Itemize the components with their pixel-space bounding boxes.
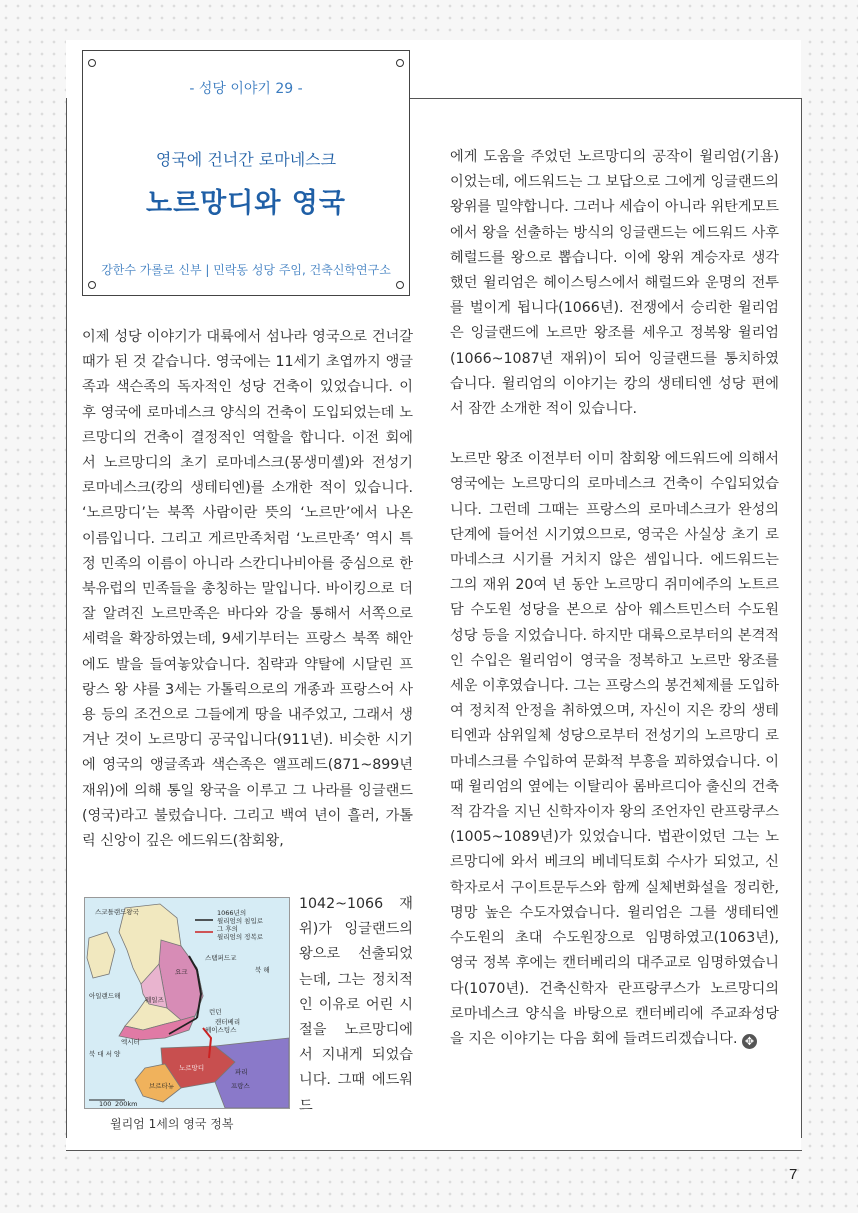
map-label: 엑시터 <box>121 1038 140 1046</box>
series-label: - 성당 이야기 29 - <box>189 81 303 97</box>
map-label: 노르망디 <box>179 1064 205 1072</box>
map-label: 프랑스 <box>231 1082 250 1090</box>
top-rule <box>410 98 802 99</box>
map-label: 스코틀랜드왕국 <box>95 908 139 916</box>
corner-dot <box>396 59 404 67</box>
right-rule <box>801 98 802 1138</box>
map-label: 아일랜드해 <box>89 992 121 1000</box>
article-title: 노르망디와 영국 <box>146 188 346 219</box>
paragraph: 에게 도움을 주었던 노르망디의 공작이 윌리엄(기욤)이었는데, 에드워드는 그 보답으로 그에게 잉글랜드의 왕위를 밀약합니다. 그러나 세습이 아니라 위탄게모트에서 왕을 선출하는 방식의 잉글랜드는 에드워드 사후 헤럴드를 왕으로 뽑습니다. 이에 왕위 계승자로 생각했던 윌리엄은 헤이스팅스에서 해럴드와 운명의 전투를 벌이게 됩니다(1066년). 전쟁에서 승리한 윌리엄은 잉글랜드에 노르만 왕조를 세우고 정복왕 윌리엄(1066~1087년 재위)이 되어 잉글랜드를 통치하였습니다. 윌리엄의 이야기는 캉의 생테티엔 성당 편에서 잠깐 소개한 적이 있습니다. <box>450 149 779 418</box>
paragraph: 이제 성당 이야기가 대륙에서 섬나라 영국으로 건너갈 때가 된 것 같습니다. 영국에는 11세기 초엽까지 앵글족과 색슨족의 독자적인 성당 건축이 있었습니다. 이후 영국에 로마네스크 양식의 건축이 도입되었는데 노르망디의 건축이 결정적인 역할을 합니다. 이전 회에서 노르망디의 초기 로마네스크(몽생미셸)와 전성기 로마네스크(캉의 생테티엔)를 소개한 적이 있습니다. ‘노르망디’는 북쪽 사람이란 뜻의 ‘노르만’에서 나온 이름입니다. 그리고 게르만족처럼 ‘노르만족’ 역시 특정 민족의 이름이 아니라 스칸디나비아를 중심으로 한 북유럽의 민족들을 총칭하는 말입니다. 바이킹으로 더 잘 알려진 노르만족은 바다와 강을 통해서 서쪽으로 세력을 확장하였는데, 9세기부터는 프랑스 북쪽 해안에도 발을 들여놓았습니다. 침략과 약탈에 시달린 프랑스 왕 샤를 3세는 가톨릭으로의 개종과 프랑스어 사용 등의 조건으로 그들에게 땅을 내주었고, 그래서 생겨난 것이 노르망디 공국입니다(911년). 비슷한 시기에 영국의 앵글족과 색슨족은 앨프레드(871~899년 재위)에 의해 통일 왕국을 이루고 그 나라를 잉글랜드(영국)라고 불렀습니다. 그리고 백여 년이 흘러, 가톨릭 신앙이 깊은 에드워드(참회왕, <box>82 329 413 850</box>
paragraph <box>450 447 779 1052</box>
left-column-wrap <box>299 892 413 1119</box>
map-label: 윌리엄의 정복로 <box>217 933 264 941</box>
map-label: 브르타뉴 <box>149 1082 175 1090</box>
end-mark-icon: ✥ <box>742 1034 757 1049</box>
bottom-rule <box>66 1150 802 1151</box>
map-label: 요크 <box>175 968 188 976</box>
paragraph: 1042~1066 재위)가 잉글랜드의 왕으로 선출되었는데, 그는 정치적인 이유로 어린 시절을 노르망디에서 지내게 되었습니다. 그때 에드워드 <box>299 896 413 1114</box>
article-subtitle: 영국에 건너간 로마네스크 <box>155 150 337 169</box>
map-label: 파리 <box>235 1068 248 1076</box>
map-label: 1066년의 <box>217 909 247 917</box>
map-label: 200km <box>115 1100 138 1108</box>
left-column-main <box>82 325 413 854</box>
map-label: 북 해 <box>255 966 270 974</box>
corner-dot <box>88 281 96 289</box>
title-box <box>82 50 410 296</box>
page-number: 7 <box>789 1166 798 1183</box>
map-svg <box>85 898 289 1108</box>
figure-caption: 윌리엄 1세의 영국 정복 <box>110 1117 234 1131</box>
author-line: 강한수 가롤로 신부 | 민락동 성당 주임, 건축신학연구소 <box>101 263 391 277</box>
map-label: 100 <box>99 1100 112 1108</box>
map-label: 헤이스팅스 <box>205 1026 237 1034</box>
map-label: 그 후의 <box>217 925 238 933</box>
map-label: 캔터베리 <box>215 1018 241 1026</box>
corner-dot <box>88 59 96 67</box>
map-label: 런던 <box>209 1008 222 1016</box>
right-column <box>450 145 779 1052</box>
paragraph-text: 노르만 왕조 이전부터 이미 참회왕 에드워드에 의해서 영국에는 노르망디의 로마네스크 건축이 수입되었습니다. 그런데 그때는 프랑스의 로마네스크가 완성의 단계에 들어선 시기였으므로, 영국은 사실상 초기 로마네스크 시기를 거치지 않은 셈입니다. 에드워드는 그의 재위 20여 년 동안 노르망디 쥐미에주의 노트르담 수도원 성당을 본으로 삼아 웨스트민스터 수도원 성당 등을 지었습니다. 하지만 대륙으로부터의 본격적인 수입은 윌리엄이 영국을 정복하고 노르만 왕조를 세운 이후였습니다. 그는 프랑스의 봉건체제를 도입하여 정치적 안정을 취하였으며, 자신이 지은 캉의 생테티엔과 삼위일체 성당으로부터 전성기의 노르망디 로마네스크를 수입하여 문화적 부흥을 꾀하였습니다. 이때 윌리엄의 옆에는 이탈리아 롬바르디아 출신의 건축적 감각을 지닌 신학자이자 왕의 조언자인 란프랑쿠스(1005~1089년)가 있었습니다. 법관이었던 그는 노르망디에 와서 베크의 베네딕토회 수사가 되었고, 신학자로서 구이트문두스와 함께 실체변화설을 정리한, 명망 높은 수도자였습니다. 윌리엄은 그를 생테티엔 수도원의 초대 수도원장으로 임명하였고(1063년), 영국 정복 후에는 캔터베리의 대주교로 임명하였습니다(1070년). 건축신학자 란프랑쿠스가 노르망디의 로마네스크 양식을 바탕으로 캔터베리에 주교좌성당을 지은 이야기는 다음 회에 들려드리겠습니다. <box>450 451 779 1047</box>
corner-dot <box>396 281 404 289</box>
left-rule <box>66 98 67 1138</box>
map-label: 북 대 서 양 <box>89 1050 121 1058</box>
map-label: 웨일즈 <box>145 996 164 1004</box>
map-label: 윌리엄의 침입로 <box>217 917 264 925</box>
map-label: 스탬퍼드교 <box>205 954 237 962</box>
conquest-map <box>84 897 290 1109</box>
